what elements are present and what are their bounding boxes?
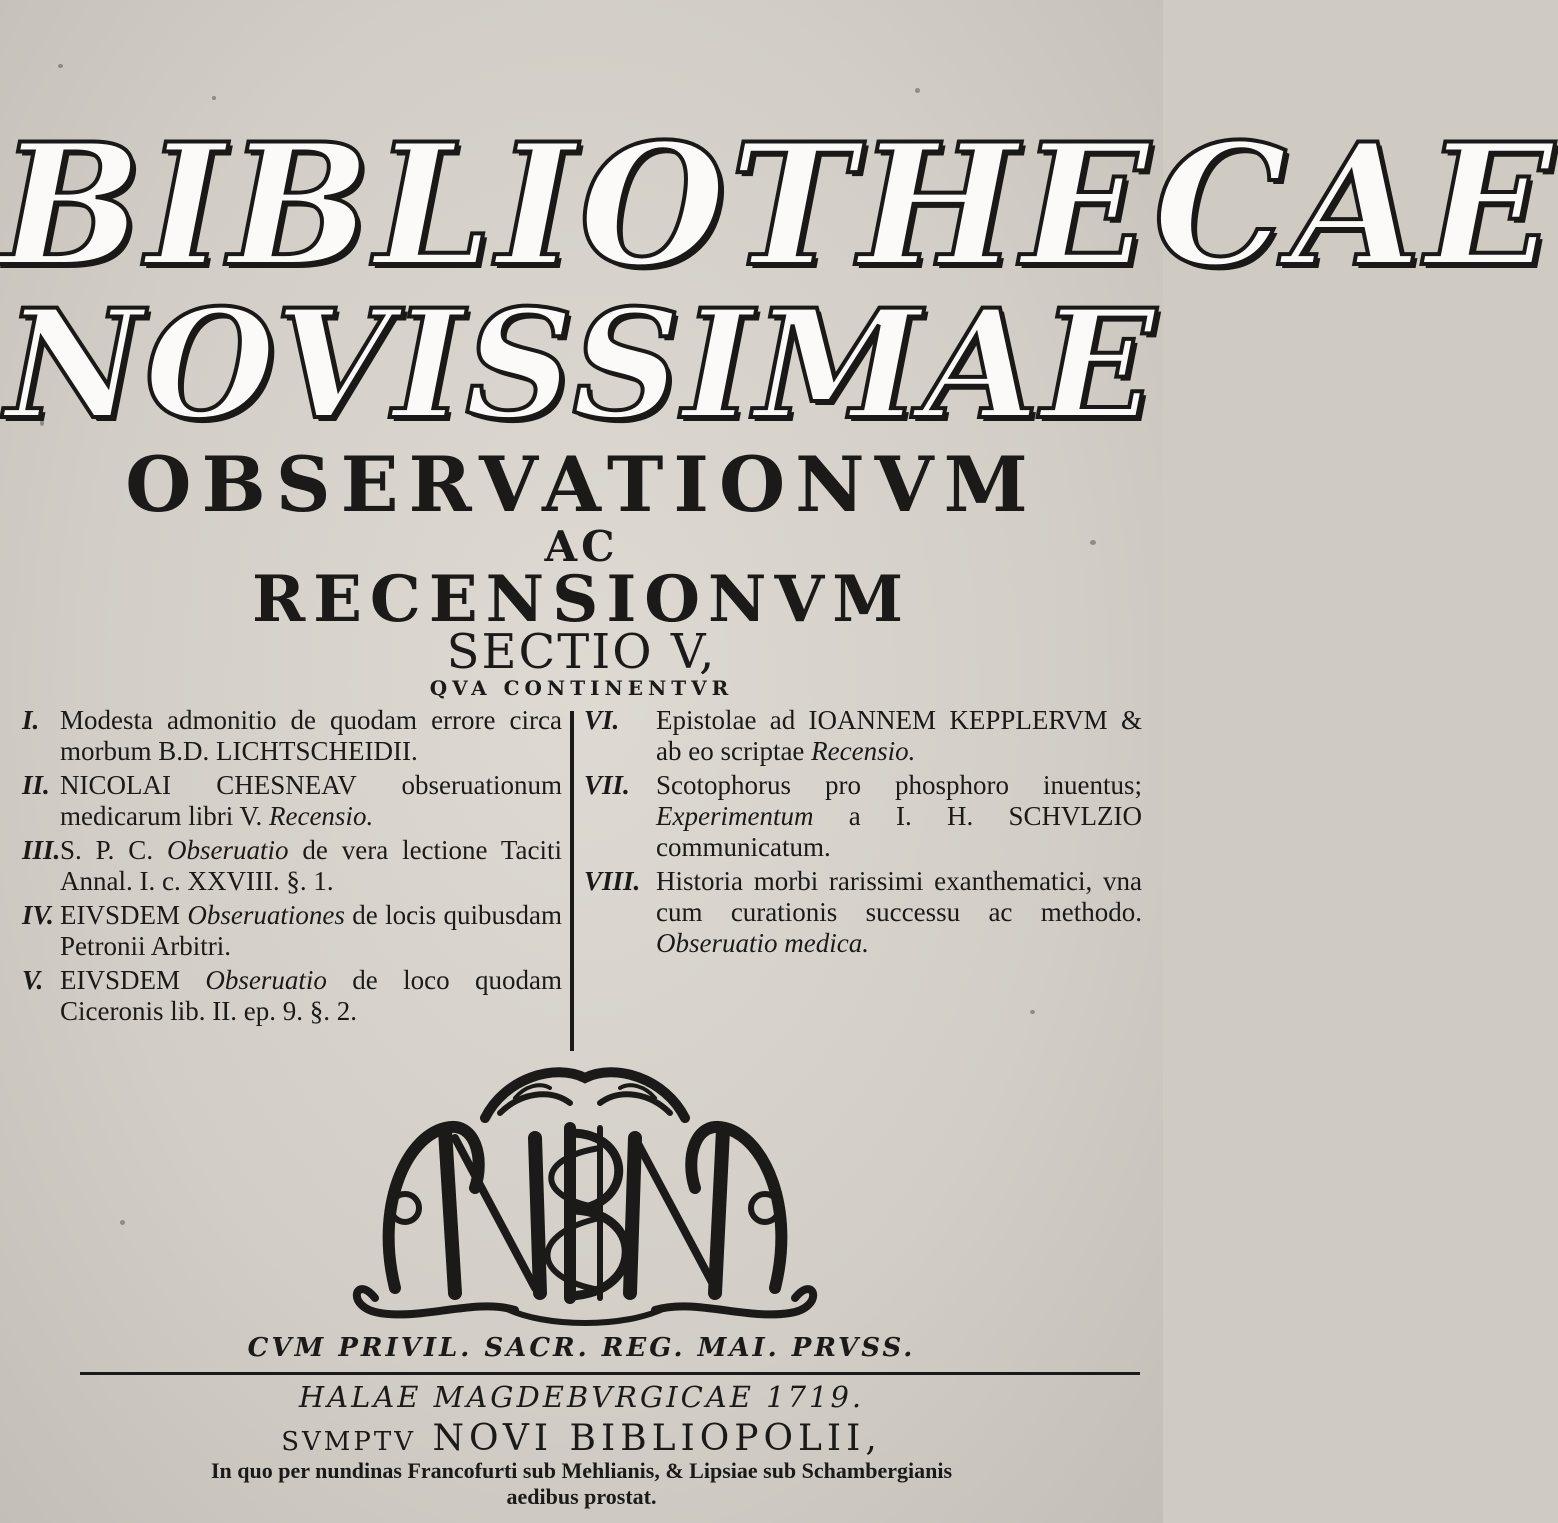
printers-monogram (335, 1058, 835, 1323)
contents-entry (22, 965, 562, 1027)
contents-left-column (22, 705, 562, 1030)
section-number: SECTIO V, (446, 624, 717, 680)
contents-entry (22, 770, 562, 832)
contents-heading: QVA CONTINENTVR (429, 676, 734, 700)
place-and-date: HALAE MAGDEBVRGICAE 1719. (298, 1380, 865, 1414)
entry-number: IV. (22, 900, 54, 930)
contents-entry (584, 705, 1142, 767)
sumptu-prefix: SVMPTV (281, 1427, 417, 1457)
entry-text: NICOLAI CHESNEAV obseruationum medicarum libri V. (60, 770, 562, 831)
entry-number: III. (22, 835, 61, 865)
publisher-line (0, 1418, 1163, 1463)
title-recensionum: RECENSIONVM (251, 562, 912, 637)
entry-text: Modesta admonitio de quodam errore circa morbum B.D. LICHTSCHEIDII. (60, 705, 562, 766)
entry-text: Epistolae ad IOANNEM KEPPLERVM & ab eo scriptae (656, 705, 1142, 766)
contents-entry (584, 770, 1142, 863)
title-bibliothecae: BIBLIOTHECAE (0, 106, 1558, 304)
title-ac: AC (544, 522, 619, 571)
entry-number: I. (22, 705, 40, 735)
entry-text: EIVSDEM (60, 965, 180, 995)
entry-number: II. (22, 770, 50, 800)
entry-text-cont: de loco quodam Ciceronis lib. II. ep. 9. §. 2. (60, 965, 563, 1026)
sale-line: In quo per nundinas Francofurti sub Mehlianis, & Lipsiae sub Schambergianis (210, 1458, 953, 1483)
entry-text-cont: a I. H. SCHVLZIO communicatum. (656, 801, 1142, 862)
table-of-contents (22, 705, 1142, 1050)
contents-entry (584, 866, 1142, 959)
imprint-rule (80, 1372, 1140, 1375)
column-divider (570, 711, 574, 1051)
contents-entry (22, 900, 562, 962)
entry-text: Historia morbi rarissimi exanthematici, vna cum curationis successu ac methodo. (656, 866, 1142, 927)
title-novissimae: NOVISSIMAE (5, 277, 1158, 453)
entry-italic: Obseruatio (205, 965, 327, 995)
sale-line-cont: aedibus prostat. (506, 1484, 657, 1509)
entry-italic: Obseruatio medica. (656, 928, 869, 958)
title-observationum: OBSERVATIONVM (125, 440, 1038, 529)
contents-entry (22, 835, 562, 897)
entry-text: Scotophorus pro phosphoro inuentus; (656, 770, 1142, 800)
contents-right-column (584, 705, 1142, 962)
entry-number: VII. (584, 770, 630, 800)
publisher-name: NOVI BIBLIOPOLII, (432, 1418, 882, 1459)
entry-text: S. P. C. (60, 835, 154, 865)
privilege-line: CVM PRIVIL. SACR. REG. MAI. PRVSS. (247, 1333, 916, 1363)
entry-text: EIVSDEM (60, 900, 180, 930)
entry-number: VI. (584, 705, 620, 735)
entry-number: VIII. (584, 866, 641, 896)
entry-italic: Recensio. (811, 736, 916, 766)
entry-text-cont: de vera lectione Taciti Annal. I. c. XXVIII. §. 1. (60, 835, 563, 896)
entry-italic: Experimentum (656, 801, 814, 831)
entry-italic: Obseruationes (187, 900, 345, 930)
entry-number: V. (22, 965, 44, 995)
contents-entry (22, 705, 562, 767)
entry-italic: Obseruatio (166, 835, 289, 865)
entry-italic: Recensio. (268, 801, 374, 831)
entry-text-cont: de locis quibusdam Petronii Arbitri. (60, 900, 563, 961)
